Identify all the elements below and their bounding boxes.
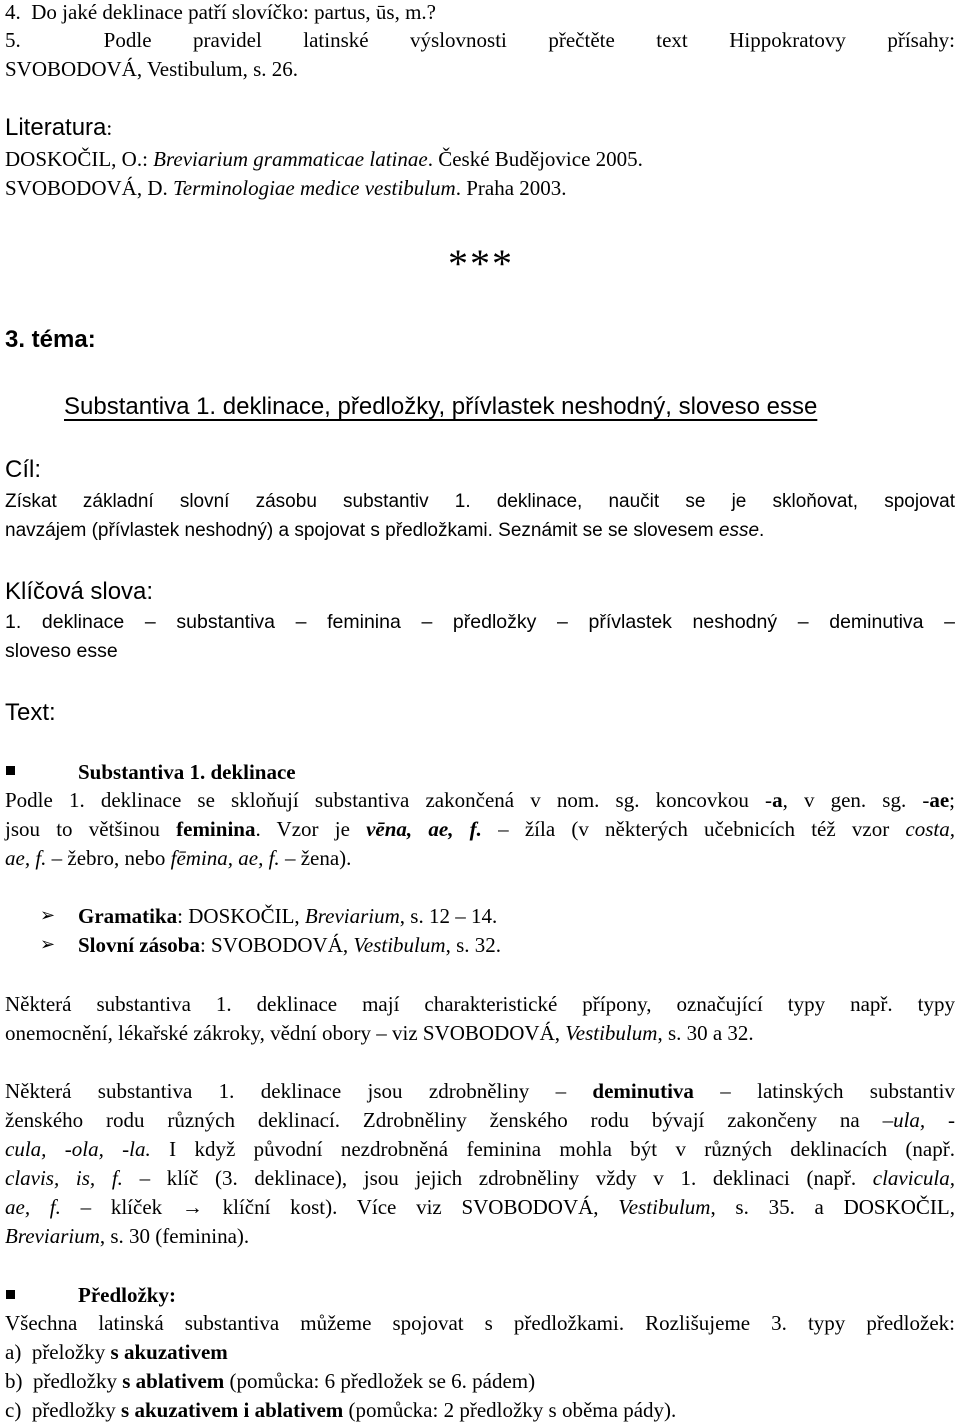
text-heading: Text: — [5, 699, 56, 726]
arrow-bullet-icon: ➢ — [40, 905, 56, 926]
klicova-line-2: sloveso esse — [5, 640, 118, 662]
klicova-heading: Klíčová slova: — [5, 578, 154, 605]
reference-1: DOSKOČIL, O.: Breviarium grammaticae latinae. České Budějovice 2005. — [5, 147, 643, 171]
p3-line-1: Některá substantiva 1. deklinace jsou zdrobněliny – deminutiva – latinských substantiv — [5, 1079, 955, 1103]
exercise-4: 4. Do jaké deklinace patří slovíčko: partus, ūs, m.? — [5, 0, 436, 24]
arrow-item-gramatika: Gramatika: DOSKOČIL, Breviarium, s. 12 – 14. — [78, 904, 498, 928]
p1-line-2: jsou to většinou feminina. Vzor je vēna, ae, f. – žíla (v některých učebnicích též vzor costa, — [5, 817, 955, 841]
list-item-a: a) přeložky s akuzativem — [5, 1340, 228, 1364]
p4-line: Všechna latinská substantiva můžeme spojovat s předložkami. Rozlišujeme 3. typy předložek: — [5, 1311, 955, 1335]
exercise-5-ref: SVOBODOVÁ, Vestibulum, s. 26. — [5, 57, 299, 81]
p3-line-3: cula, -ola, -la. I když původní nezdrobněná feminina mohla být v různých deklinacích (např. — [5, 1137, 955, 1161]
p1-line-3: ae, f. – žebro, nebo fēmina, ae, f. – žena). — [5, 846, 352, 870]
p3-line-4: clavis, is, f. – klíč (3. deklinace), jsou jejich zdrobněliny vždy v 1. deklinaci (např. clavicula, — [5, 1166, 955, 1190]
square-bullet-icon — [6, 1290, 15, 1299]
p1-line-1: Podle 1. deklinace se skloňují substantiva zakončená v nom. sg. koncovkou -a, v gen. sg. -ae; — [5, 788, 955, 812]
p2-line-1: Některá substantiva 1. deklinace mají charakteristické přípony, označující typy např. typy — [5, 992, 955, 1016]
subsection-substantiva: Substantiva 1. deklinace — [78, 760, 296, 784]
klicova-line-1: 1. deklinace – substantiva – feminina – předložky – přívlastek neshodný – deminutiva – — [5, 611, 955, 633]
p3-line-2: ženského rodu různých deklinací. Zdrobněliny ženského rodu bývají zakončeny na –ula, - — [5, 1108, 955, 1132]
list-item-b: b) předložky s ablativem (pomůcka: 6 předložek se 6. pádem) — [5, 1369, 536, 1393]
exercise-5: 5. Podle pravidel latinské výslovnosti přečtěte text Hippokratovy přísahy: — [5, 28, 955, 52]
topic-label: 3. téma: — [5, 326, 96, 353]
p3-line-6: Breviarium, s. 30 (feminina). — [5, 1224, 250, 1248]
topic-subtitle: Substantiva 1. deklinace, předložky, přívlastek neshodný, sloveso esse — [64, 393, 818, 420]
p3-line-5: ae, f. – klíček → klíční kost). Více viz SVOBODOVÁ, Vestibulum, s. 35. a DOSKOČIL, — [5, 1195, 955, 1219]
reference-2: SVOBODOVÁ, D. Terminologiae medice vestibulum. Praha 2003. — [5, 176, 567, 200]
arrow-bullet-icon: ➢ — [40, 934, 56, 955]
section-divider: *** — [448, 241, 514, 286]
literatura-heading: Literatura: — [5, 114, 113, 141]
list-item-c: c) předložky s akuzativem i ablativem (pomůcka: 2 předložky s oběma pády). — [5, 1398, 677, 1422]
p2-line-2: onemocnění, lékařské zákroky, vědní obory – viz SVOBODOVÁ, Vestibulum, s. 30 a 32. — [5, 1021, 754, 1045]
subsection-predlozky: Předložky: — [78, 1283, 176, 1307]
cil-line-1: Získat základní slovní zásobu substantiv 1. deklinace, naučit se je skloňovat, spojovat — [5, 491, 955, 512]
cil-heading: Cíl: — [5, 456, 41, 483]
arrow-item-slovni-zasoba: Slovní zásoba: SVOBODOVÁ, Vestibulum, s. 32. — [78, 933, 501, 957]
square-bullet-icon — [6, 766, 15, 775]
cil-line-2: navzájem (přívlastek neshodný) a spojovat s předložkami. Seznámit se se slovesem esse. — [5, 520, 765, 541]
